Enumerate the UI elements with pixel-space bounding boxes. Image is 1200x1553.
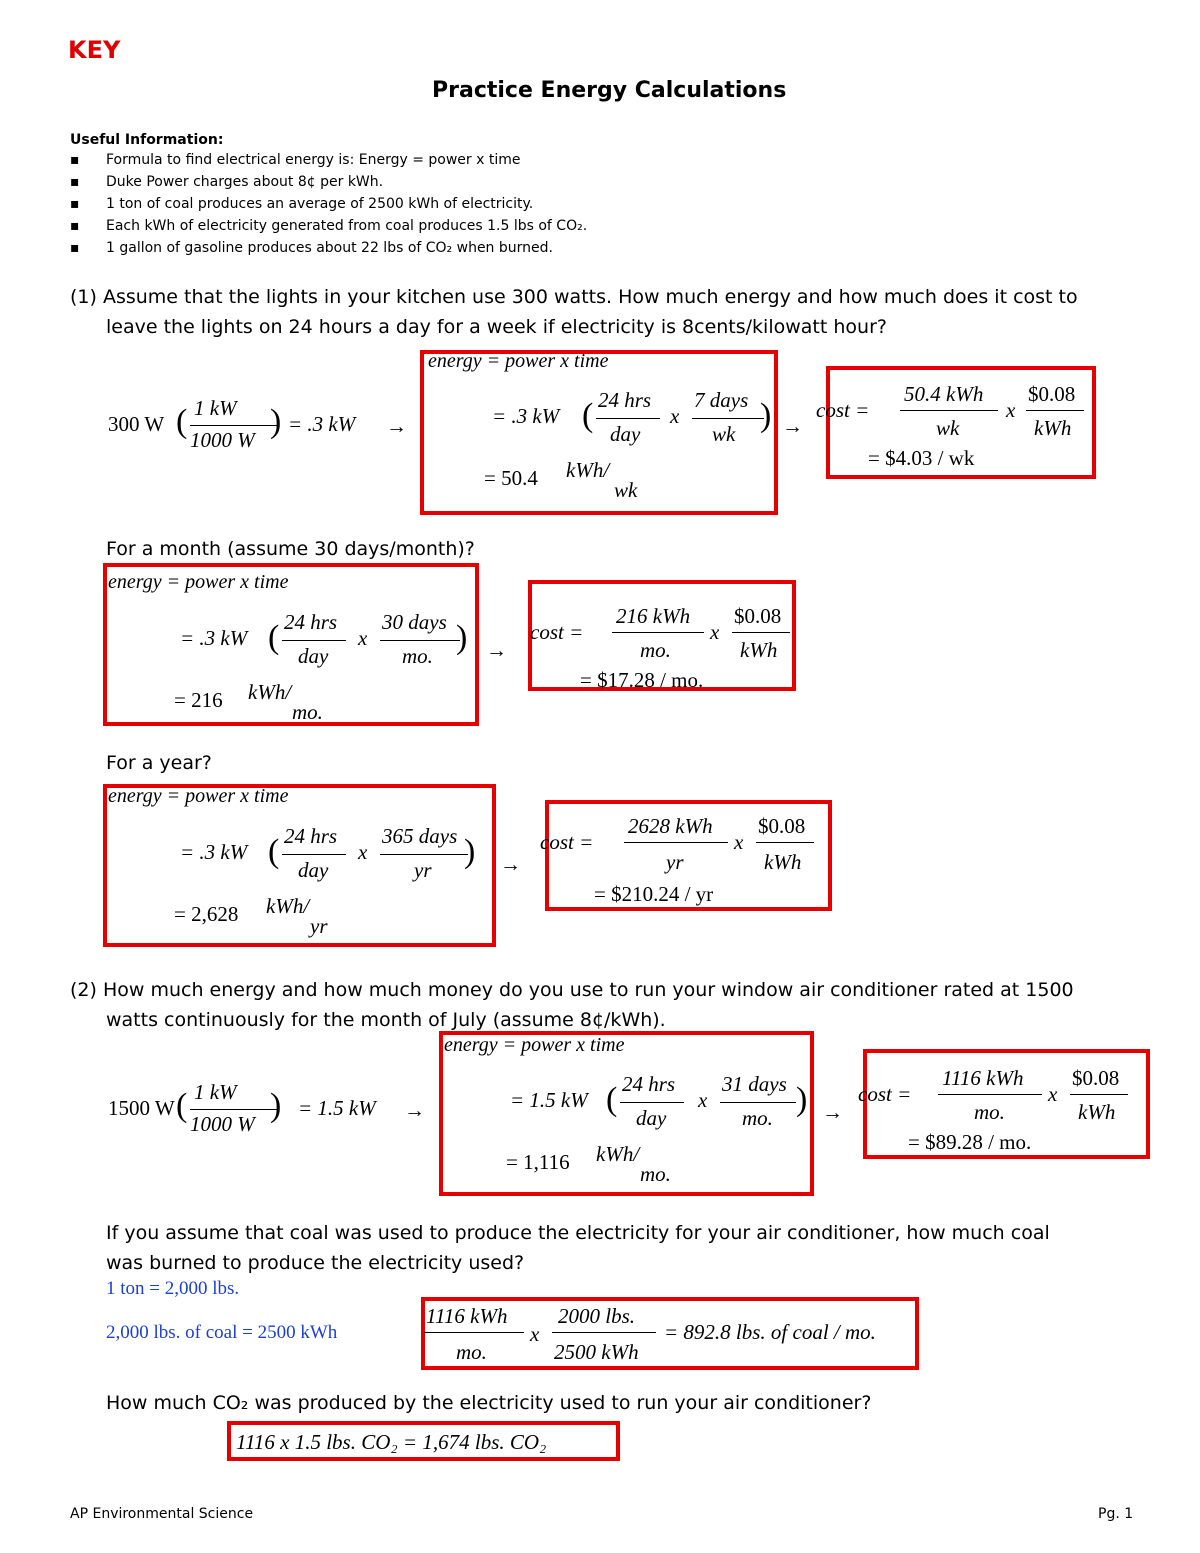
w-thousand: 1000 W — [190, 428, 255, 452]
coal-denominator-1: mo. — [456, 1340, 487, 1364]
kwh-unit: kWh/ — [596, 1142, 640, 1166]
hrs-24: 24 hrs — [598, 388, 652, 412]
kwh-unit: kWh — [1078, 1100, 1116, 1124]
coal-question-line2: was burned to produce the electricity used? — [106, 1252, 525, 1274]
cost-week-result: = $4.03 / wk — [868, 446, 975, 470]
arrow-icon: → — [822, 1100, 843, 1124]
per-day: day — [610, 422, 641, 446]
year-energy-result: = 2,628 — [174, 902, 239, 926]
cost-label: cost = — [816, 398, 870, 422]
per-day: day — [298, 858, 329, 882]
times: x — [1006, 398, 1016, 422]
arrow-icon: → — [782, 414, 803, 438]
times: x — [1048, 1082, 1058, 1106]
kwh-unit: kWh — [764, 850, 802, 874]
arrow-icon: → — [486, 638, 507, 662]
footer-course: AP Environmental Science — [70, 1506, 254, 1522]
cost-july-denominator: mo. — [974, 1100, 1005, 1124]
cost-year-denominator: yr — [666, 850, 684, 874]
price-per-kwh: $0.08 — [758, 814, 806, 838]
yr-unit: yr — [310, 914, 328, 938]
times: x — [358, 840, 368, 864]
energy-formula: energy = power x time — [428, 350, 609, 372]
times: x — [734, 830, 744, 854]
kwh-unit: kWh/ — [566, 458, 610, 482]
per-wk: wk — [712, 422, 736, 446]
times: x — [698, 1088, 708, 1112]
worksheet-page: KEY Practice Energy Calculations Useful Information: ▪ Formula to find electrical energy is: Energy = power x time ▪ Duke Power charges about 8¢ per kWh. ▪ 1 ton of coal produces an average of 2500 kWh of electricity. ▪ Each kWh of electricity generated from coal produces 1.5 lbs of CO₂. ▪ 1 gallon of gasoline produces about 22 lbs of CO₂ when burned. (1) Assume that the lights in your kitchen use 300 watts. How much energy and how much does it cost to leave the lights on 24 hours a day for a week if electricity is 8cents/kilowatt hour? 300 W ( 1 kW 1000 W ) = .3 kW → energy = power x time = .3 kW ( 24 hrs day x 7 days wk ) = 50.4 kWh/ wk → cost = 50.4 kWh wk x $0.08 kWh = $4.03 / wk For a month (assume 30 days/month)? energy = power x time = .3 kW ( 24 hrs day x 30 days mo. ) = 216 kWh/ mo. → cost = 216 kWh mo. x $0.08 kWh = $17.28 / mo. For a year? energy = power x time = .3 kW ( 24 hrs day x 365 days yr ) = 2,628 kWh/ yr → cost = 2628 kWh yr x $0.08 kWh = $210.24 / yr (2) How much energy and how much money do you use to run your window air conditioner rated at 1500 watts continuously for the month of July (assume 8¢/kWh). 1500 W ( 1 kW 1000 W ) = 1.5 kW → energy = power x time = 1.5 kW ( 24 hrs day x 31 days mo. ) = 1,116 kWh/ mo. → cost = 1116 kWh mo. x $0.08 kWh = $89.28 / mo. If you assume that coal was used to produce the electricity for your air conditioner, how much coal was burned to produce the electricity used? 1 ton = 2,000 lbs. 2,000 lbs. of coal = 2500 kWh 1116 kWh mo. x 2000 lbs. 2500 kWh = 892.8 lbs. of coal / mo. How much CO₂ was produced by the electricity used to run your air conditioner? 1116 x 1.5 lbs. CO₂ = 1,674 lbs. CO₂ AP Environmental Science Pg. 1 — [0, 0, 1200, 1553]
price-per-kwh: $0.08 — [1028, 382, 1076, 406]
cost-month-denominator: mo. — [640, 638, 671, 662]
co2-question: How much CO₂ was produced by the electricity used to run your air conditioner? — [106, 1392, 872, 1414]
price-per-kwh: $0.08 — [1072, 1066, 1120, 1090]
coal-result: = 892.8 lbs. of coal / mo. — [664, 1320, 876, 1344]
energy-formula: energy = power x time — [108, 785, 289, 807]
per-day: day — [636, 1106, 667, 1130]
watts-300: 300 W — [108, 412, 165, 436]
july-energy-result: = 1,116 — [506, 1150, 570, 1174]
q2-text-line2: watts continuously for the month of July (assume 8¢/kWh). — [106, 1009, 666, 1031]
arrow-icon: → — [386, 414, 407, 438]
result-3kw: = .3 kW — [288, 412, 356, 436]
cost-month-numerator: 216 kWh — [616, 604, 691, 628]
times: x — [670, 404, 680, 428]
note-lbs-to-kwh: 2,000 lbs. of coal = 2500 kWh — [106, 1322, 338, 1343]
coal-denominator-2: 2500 kWh — [554, 1340, 639, 1364]
hrs-24: 24 hrs — [284, 824, 338, 848]
note-ton-to-lbs: 1 ton = 2,000 lbs. — [106, 1278, 240, 1299]
times: x — [710, 620, 720, 644]
cost-week-denominator: wk — [936, 416, 960, 440]
info-bullet: ▪ Duke Power charges about 8¢ per kWh. — [70, 174, 384, 190]
coal-question-line1: If you assume that coal was used to produce the electricity for your air conditioner, how much coal — [106, 1222, 1050, 1244]
year-prompt: For a year? — [106, 752, 212, 774]
cost-year-numerator: 2628 kWh — [628, 814, 713, 838]
per-day: day — [298, 644, 329, 668]
kw-one: 1 kW — [194, 1080, 237, 1104]
wk-unit: wk — [614, 478, 638, 502]
days-31: 31 days — [722, 1072, 787, 1096]
kwh-unit: kWh/ — [248, 680, 292, 704]
hrs-24: 24 hrs — [622, 1072, 676, 1096]
hrs-24: 24 hrs — [284, 610, 338, 634]
month-energy-result: = 216 — [174, 688, 223, 712]
cost-month-result: = $17.28 / mo. — [580, 668, 704, 692]
co2-result: 1116 x 1.5 lbs. CO₂ = 1,674 lbs. CO₂ — [236, 1430, 547, 1454]
cost-july-numerator: 1116 kWh — [942, 1066, 1024, 1090]
useful-info-heading: Useful Information: — [70, 132, 224, 148]
price-per-kwh: $0.08 — [734, 604, 782, 628]
mo-unit: mo. — [292, 700, 323, 724]
mo-unit: mo. — [640, 1162, 671, 1186]
energy-formula: energy = power x time — [444, 1034, 625, 1056]
times: x — [530, 1322, 540, 1346]
cost-july-result: = $89.28 / mo. — [908, 1130, 1032, 1154]
arrow-icon: → — [500, 852, 521, 876]
info-bullet: ▪ 1 gallon of gasoline produces about 22 lbs of CO₂ when burned. — [70, 240, 553, 256]
cost-label: cost = — [540, 830, 594, 854]
info-bullet: ▪ 1 ton of coal produces an average of 2500 kWh of electricity. — [70, 196, 534, 212]
q2-text-line1: (2) How much energy and how much money do you use to run your window air conditioner rated at 1500 — [70, 979, 1074, 1001]
energy-formula: energy = power x time — [108, 571, 289, 593]
q1-text-line2: leave the lights on 24 hours a day for a week if electricity is 8cents/kilowatt hour? — [106, 316, 887, 338]
week-energy-result: = 50.4 — [484, 466, 538, 490]
info-bullet: ▪ Formula to find electrical energy is: Energy = power x time — [70, 152, 521, 168]
times: x — [358, 626, 368, 650]
per-mo: mo. — [742, 1106, 773, 1130]
kwh-unit: kWh — [740, 638, 778, 662]
energy-3kw: = .3 kW — [180, 626, 248, 650]
days-30: 30 days — [382, 610, 447, 634]
w-thousand: 1000 W — [190, 1112, 255, 1136]
cost-label: cost = — [858, 1082, 912, 1106]
q1-text-line1: (1) Assume that the lights in your kitchen use 300 watts. How much energy and how much does it cost to — [70, 286, 1078, 308]
coal-numerator-2: 2000 lbs. — [558, 1304, 636, 1328]
watts-1500: 1500 W — [108, 1096, 175, 1120]
energy-3kw: = .3 kW — [180, 840, 248, 864]
days-7: 7 days — [694, 388, 749, 412]
month-prompt: For a month (assume 30 days/month)? — [106, 538, 475, 560]
key-label: KEY — [68, 36, 121, 64]
cost-week-numerator: 50.4 kWh — [904, 382, 984, 406]
coal-numerator-1: 1116 kWh — [426, 1304, 508, 1328]
days-365: 365 days — [382, 824, 458, 848]
cost-year-result: = $210.24 / yr — [594, 882, 714, 906]
info-bullet: ▪ Each kWh of electricity generated from coal produces 1.5 lbs of CO₂. — [70, 218, 588, 234]
page-title: Practice Energy Calculations — [432, 78, 787, 103]
cost-label: cost = — [530, 620, 584, 644]
kwh-unit: kWh/ — [266, 894, 310, 918]
kw-one: 1 kW — [194, 396, 237, 420]
per-mo: mo. — [402, 644, 433, 668]
energy-15kw: = 1.5 kW — [510, 1088, 588, 1112]
kwh-unit: kWh — [1034, 416, 1072, 440]
per-yr: yr — [414, 858, 432, 882]
arrow-icon: → — [404, 1098, 425, 1122]
result-15kw: = 1.5 kW — [298, 1096, 376, 1120]
footer-page-number: Pg. 1 — [1098, 1506, 1134, 1522]
energy-3kw: = .3 kW — [492, 404, 560, 428]
